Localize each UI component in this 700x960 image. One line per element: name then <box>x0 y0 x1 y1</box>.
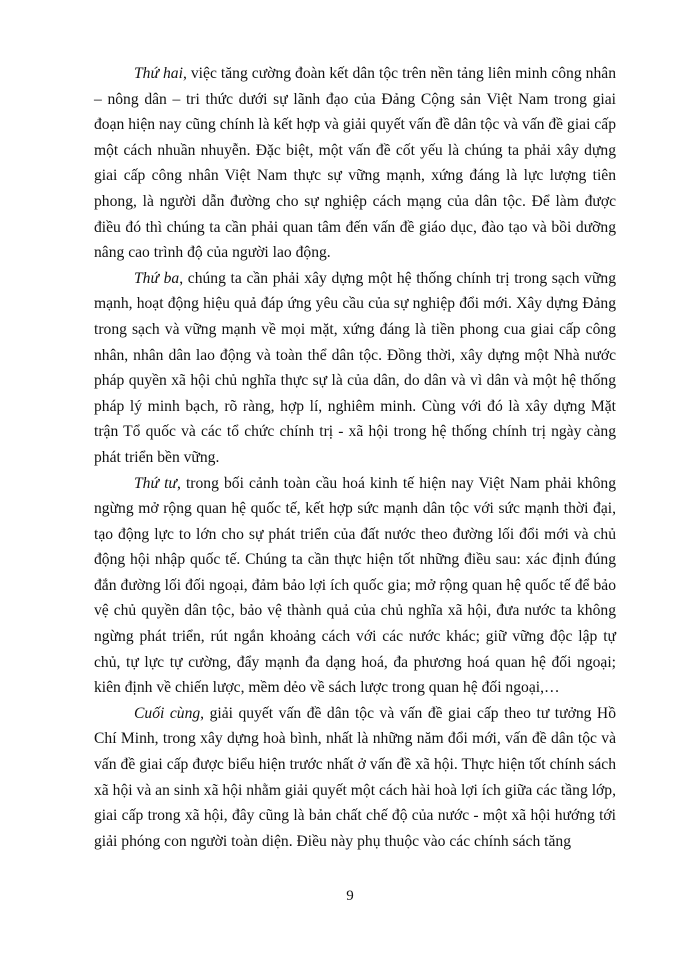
paragraph-cuoi-cung <box>94 701 616 855</box>
page-number: 9 <box>346 888 354 904</box>
paragraph-text: , việc tăng cường đoàn kết dân tộc trên nền tảng liên minh công nhân – nông dân – tri thức dưới sự lãnh đạo của Đảng Cộng sản Việt Nam trong giai đoạn hiện nay cũng chính là kết hợp và giải quyết vấn đề dân tộc và vấn đề giai cấp một cách nhuần nhuyễn. Đặc biệt, một vấn đề cốt yếu là chúng ta phải xây dựng giai cấp công nhân Việt Nam thực sự vững mạnh, xứng đáng là lực lượng tiên phong, là người dẫn đường cho sự nghiệp cách mạng của dân tộc. Để làm được điều đó thì chúng ta cần phải quan tâm đến vấn đề giáo dục, đào tạo và bồi dưỡng nâng cao trình độ của người lao động. <box>94 65 616 262</box>
paragraph-thu-ba <box>94 266 616 471</box>
paragraph-lead: Thứ tư <box>134 474 177 492</box>
paragraph-thu-hai <box>94 61 616 266</box>
paragraph-thu-tu <box>94 471 616 701</box>
document-body <box>94 61 616 854</box>
paragraph-text: , chúng ta cần phải xây dựng một hệ thống chính trị trong sạch vững mạnh, hoạt động hiệu quả đáp ứng yêu cầu của sự nghiệp đổi mới. Xây dựng Đảng trong sạch và vững mạnh về mọi mặt, xứng đáng là tiền phong cua giai cấp công nhân, nhân dân lao động và toàn thể dân tộc. Đồng thời, xây dựng một Nhà nước pháp quyền xã hội chủ nghĩa thực sự là của dân, do dân và vì dân và một hệ thống pháp lý minh bạch, rõ ràng, hợp lí, nghiêm minh. Cùng với đó là xây dựng Mặt trận Tổ quốc và các tổ chức chính trị - xã hội trong hệ thống chính trị ngày càng phát triển bền vững. <box>94 269 616 466</box>
paragraph-lead: Cuối cùng <box>134 704 201 722</box>
paragraph-text: , giải quyết vấn đề dân tộc và vấn đề giai cấp theo tư tưởng Hồ Chí Minh, trong xây dựng hoà bình, nhất là những năm đổi mới, vấn đề dân tộc và vấn đề giai cấp được biểu hiện trước nhất ở vấn đề xã hội. Thực hiện tốt chính sách xã hội và an sinh xã hội nhằm giải quyết một cách hài hoà lợi ích giữa các tầng lớp, giai cấp trong xã hội, đây cũng là bản chất chế độ của nước - một xã hội hướng tới giải phóng con người toàn diện. Điều này phụ thuộc vào các chính sách tăng <box>94 704 616 850</box>
paragraph-lead: Thứ hai <box>134 65 183 82</box>
paragraph-lead: Thứ ba <box>134 269 180 287</box>
paragraph-text: , trong bối cảnh toàn cầu hoá kinh tế hiện nay Việt Nam phải không ngừng mở rộng quan hệ quốc tế, kết hợp sức mạnh dân tộc với sức mạnh thời đại, tạo động lực to lớn cho sự phát triển của đất nước theo đường lối đổi mới và chủ động hội nhập quốc tế. Chúng ta cần thực hiện tốt những điều sau: xác định đúng đắn đường lối đối ngoại, đảm bảo lợi ích quốc gia; mở rộng quan hệ quốc tế để bảo vệ chủ quyền dân tộc, bảo vệ thành quả của chủ nghĩa xã hội, đưa nước ta không ngừng phát triển, rút ngắn khoảng cách với các nước khác; giữ vững độc lập tự chủ, tự lực tự cường, đẩy mạnh đa dạng hoá, đa phương hoá quan hệ đối ngoại; kiên định về chiến lược, mềm dẻo về sách lược trong quan hệ đối ngoại,… <box>94 474 616 697</box>
